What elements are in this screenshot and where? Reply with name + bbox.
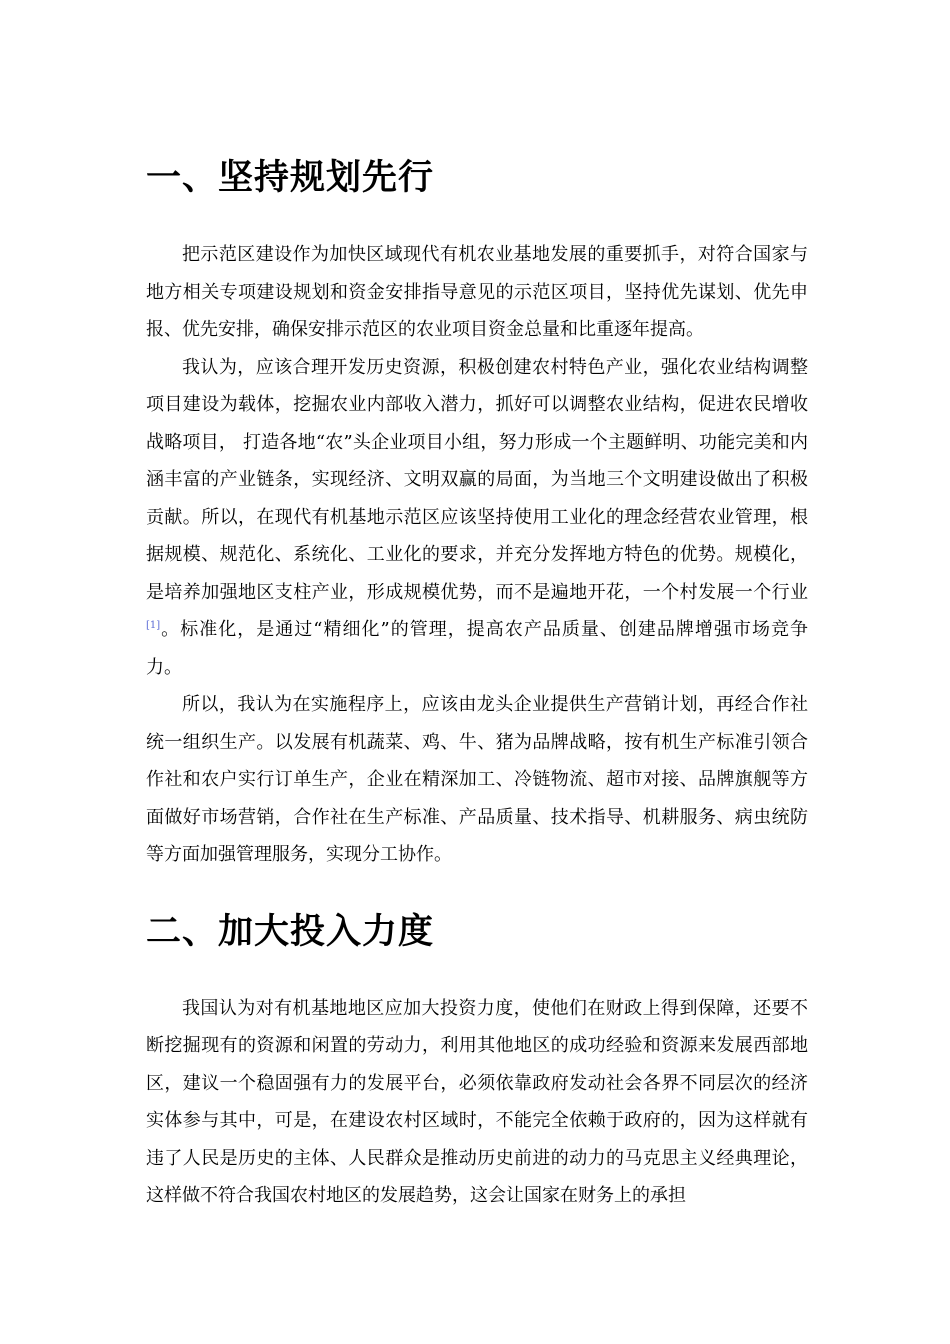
footnote-reference-link[interactable]: [1] [146,620,161,631]
section-heading: 二、加大投入力度 [146,910,435,952]
body-paragraph: 所以，我认为在实施程序上，应该由龙头企业提供生产营销计划，再经合作社统一组织生产。以发展有机蔬菜、鸡、牛、猪为品牌战略，按有机生产标准引领合作社和农户实行订单生产，企业在精深加工、冷链物流、超市对接、品牌旗舰等方面做好市场营销，合作社在生产标准、产品质量、技术指导、机耕服务、病虫统防等方面加强管理服务，实现分工协作。 [146,694,808,865]
body-paragraph: 我国认为对有机基地地区应加大投资力度，使他们在财政上得到保障，还要不断挖掘现有的资源和闲置的劳动力，利用其他地区的成功经验和资源来发展西部地区，建议一个稳固强有力的发展平台，必须依靠政府发动社会各界不同层次的经济实体参与其中，可是，在建设农村区域时，不能完全依赖于政府的，因为这样就有违了人民是历史的主体、人民群众是推动历史前进的动力的马克思主义经典理论，这样做不符合我国农村地区的发展趋势，这会让国家在财务上的承担 [146,997,808,1206]
body-paragraph [146,349,808,687]
section-increase-investment [146,904,808,1215]
paragraph-text: 我认为，应该合理开发历史资源，积极创建农村特色产业，强化农业结构调整项目建设为载体，挖掘农业内部收入潜力，抓好可以调整农业结构，促进农民增收战略项目， 打造各地“农”头企业项目小组，努力形成一个主题鲜明、功能完美和内涵丰富的产业链条，实现经济、文明双赢的局面，为当地三个文明建设做出了积极贡献。所以，在现代有机基地示范区应该坚持使用工业化的理念经营农业管理，根据规模、规范化、系统化、工业化的要求，并充分发挥地方特色的优势。规模化，是培养加强地区支柱产业，形成规模优势，而不是遍地开花，一个村发展一个行业 [146,356,808,603]
body-paragraph: 把示范区建设作为加快区域现代有机农业基地发展的重要抓手，对符合国家与地方相关专项建设规划和资金安排指导意见的示范区项目，坚持优先谋划、优先申报、优先安排，确保安排示范区的农业项目资金总量和比重逐年提高。 [146,244,808,340]
paragraph-text: 。标准化，是通过“精细化”的管理，提高农产品质量、创建品牌增强市场竞争力。 [146,619,808,678]
section-heading: 一、坚持规划先行 [146,157,435,198]
document-page [146,150,808,1215]
section-planning-first [146,150,808,874]
